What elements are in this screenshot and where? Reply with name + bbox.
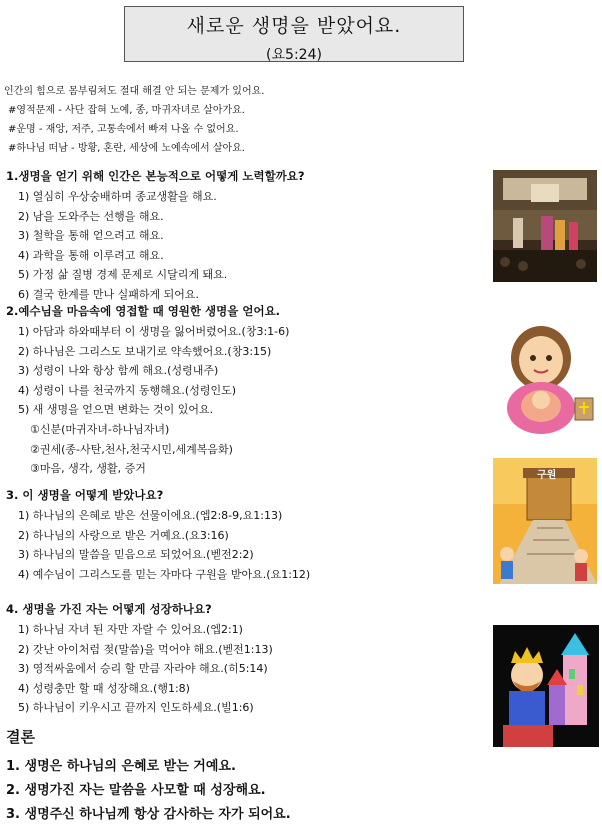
list-item: 5) 새 생명을 얻으면 변화는 것이 있어요.: [18, 403, 214, 417]
intro-lead: 인간의 힘으로 몸부림쳐도 절대 해결 안 되는 문제가 있어요.: [4, 86, 265, 97]
list-item: 4) 과학을 통해 이루려고 해요.: [18, 248, 164, 262]
conclusion-item: 3. 생명주신 하나님께 항상 감사하는 자가 되어요.: [6, 807, 291, 822]
list-item: 2) 하나님의 사랑으로 받은 거예요.(요3:16): [18, 528, 229, 542]
scripture-reference: (요5:24): [266, 47, 322, 63]
list-item: 4) 성령이 나를 천국까지 동행해요.(성령인도): [18, 383, 236, 397]
list-item: 1) 하나님의 은혜로 받은 선물이에요.(엡2:8-9,요1:13): [18, 509, 283, 522]
sub-list-item: ③마음, 생각, 생활, 증거: [30, 462, 146, 476]
list-item: 5) 가정 삶 질병 경제 문제로 시달리게 돼요.: [18, 268, 228, 282]
list-item: 3) 성령이 나와 항상 함께 해요.(성령내주): [18, 364, 219, 378]
mother-baby-illustration: [497, 320, 601, 436]
list-item: 6) 결국 한계를 만나 실패하게 되어요.: [18, 287, 200, 301]
list-item: 5) 하나님이 키우시고 끝까지 인도하세요.(빌1:6): [18, 701, 254, 715]
intro-point: #영적문제 - 사단 잡혀 노예, 종, 마귀자녀로 살아가요.: [8, 105, 245, 116]
sub-list-item: ①신분(마귀자녀-하나님자녀): [30, 422, 170, 436]
conclusion-block: [6, 726, 291, 827]
king-castle-illustration: [493, 625, 599, 747]
conclusion-heading: 결론: [6, 728, 35, 746]
list-item: 2) 하나님은 그리스도 보내기로 약속했어요.(창3:15): [18, 344, 272, 358]
list-item: 1) 하나님 자녀 된 자만 자랄 수 있어요.(엡2:1): [18, 623, 243, 636]
list-item: 4) 성령충만 할 때 성장해요.(행1:8): [18, 681, 190, 695]
list-item: 1) 열심히 우상숭배하며 종교생활을 해요.: [18, 190, 217, 203]
worship-photo-image: [493, 170, 597, 282]
section-3: [6, 487, 310, 584]
conclusion-item: 2. 생명가진 자는 말씀을 사모할 때 성장해요.: [6, 783, 266, 798]
intro-point: #하나님 떠남 - 방황, 혼란, 세상에 노예속에서 살아요.: [8, 143, 245, 154]
conclusion-item: 1. 생명은 하나님의 은혜로 받는 거예요.: [6, 759, 236, 774]
section-heading: 2.예수님을 마음속에 영접할 때 영원한 생명을 얻어요.: [6, 304, 281, 318]
section-4: [6, 601, 273, 718]
gate-sign-text: 구원: [537, 470, 557, 481]
page-title: 새로운 생명을 받았어요.: [186, 15, 402, 37]
section-heading: 3. 이 생명을 어떻게 받았나요?: [6, 488, 164, 502]
list-item: 2) 남을 도와주는 선행을 해요.: [18, 209, 164, 223]
sub-list-item: ②권세(종-사탄,천사,천국시민,세계복음화): [30, 442, 233, 456]
list-item: 3) 영적싸움에서 승리 할 만큼 자라야 해요.(히5:14): [18, 662, 268, 676]
list-item: 2) 갓난 아이처럼 젖(말씀)을 먹어야 해요.(벧전1:13): [18, 642, 273, 656]
section-1: [6, 168, 305, 305]
list-item: 1) 아담과 하와때부터 이 생명을 잃어버렸어요.(창3:1-6): [18, 325, 290, 338]
salvation-gate-illustration: [493, 458, 597, 584]
list-item: 3) 하나님의 말씀을 믿음으로 되었어요.(벧전2:2): [18, 548, 254, 562]
section-heading: 4. 생명을 가진 자는 어떻게 성장하나요?: [6, 602, 212, 616]
section-heading: 1.생명을 얻기 위해 인간은 본능적으로 어떻게 노력할까요?: [6, 169, 305, 183]
intro-block: [4, 82, 264, 158]
intro-point: #운명 - 재앙, 저주, 고통속에서 빠져 나올 수 없어요.: [8, 124, 239, 135]
section-2: [6, 303, 289, 479]
list-item: 4) 예수님이 그리스도를 믿는 자마다 구원을 받아요.(요1:12): [18, 567, 311, 581]
list-item: 3) 철학을 통해 얻으려고 해요.: [18, 229, 164, 243]
title-box: [124, 6, 464, 62]
